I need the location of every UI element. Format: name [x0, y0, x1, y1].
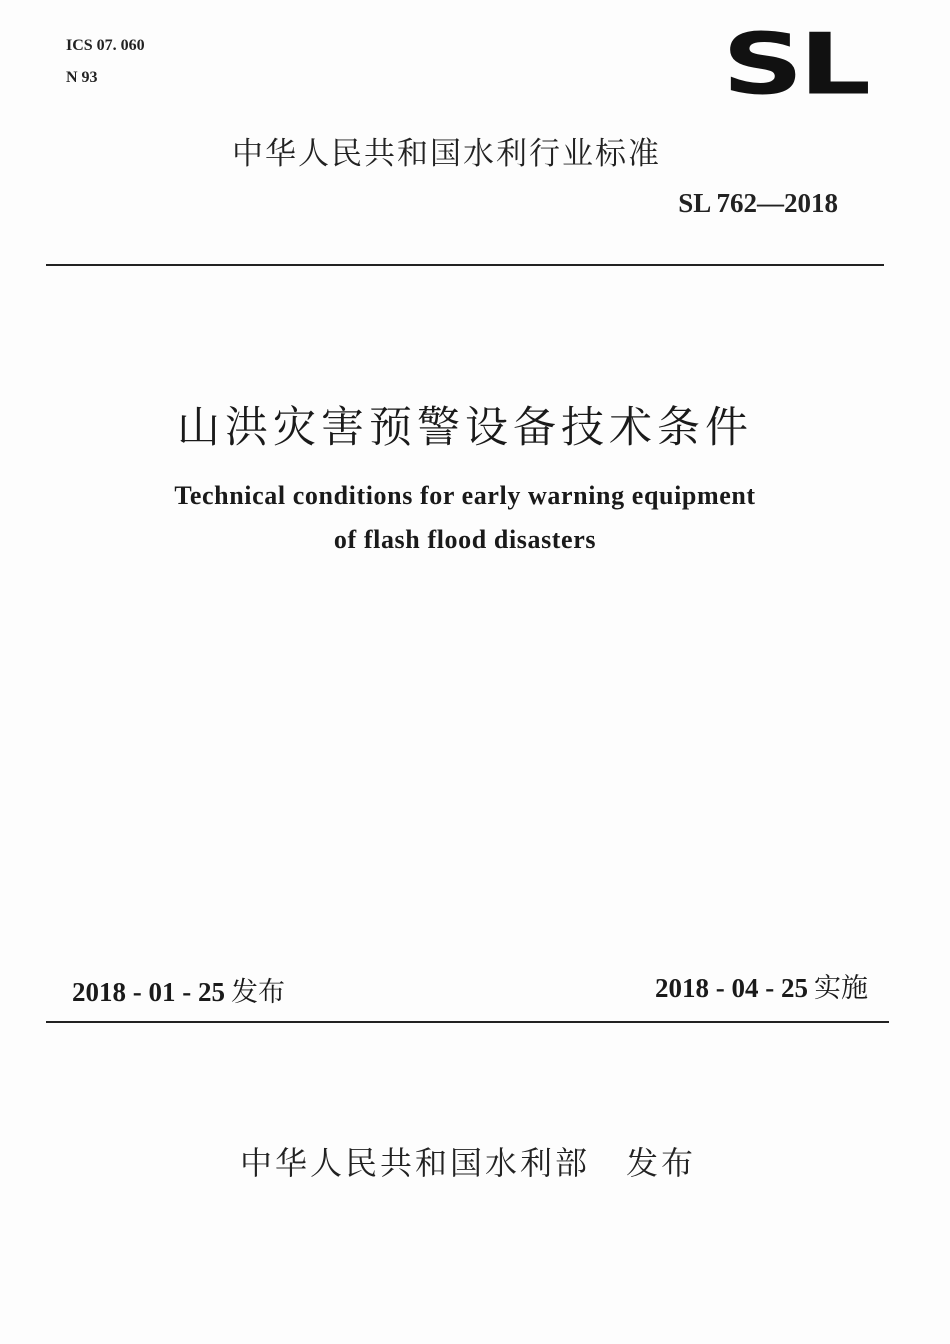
standard-number: SL 762—2018 — [678, 188, 838, 218]
top-divider — [46, 264, 884, 266]
class-code: N 93 — [66, 69, 98, 86]
implement-label: 实施 — [814, 973, 868, 1004]
bottom-divider — [46, 1021, 889, 1023]
implement-date-block — [655, 966, 868, 1005]
publisher-line — [240, 1138, 696, 1184]
title-english-line2: of flash flood disasters — [333, 525, 597, 554]
title-english — [0, 474, 930, 562]
issuer-name: 中华人民共和国水利部 — [240, 1144, 591, 1182]
ics-code: ICS 07. 060 — [66, 37, 145, 54]
issuer-action: 发布 — [626, 1144, 697, 1182]
implement-date: 2018 - 04 - 25 — [655, 973, 808, 1003]
classification-codes — [66, 30, 145, 94]
issue-date: 2018 - 01 - 25 — [72, 977, 225, 1007]
issue-label: 发布 — [230, 977, 285, 1008]
issue-date-block — [72, 970, 285, 1009]
sl-logo: SL — [722, 14, 867, 114]
standard-category: 中华人民共和国水利行业标准 — [232, 136, 661, 172]
title-chinese: 山洪灾害预警设备技术条件 — [177, 403, 753, 453]
title-english-line1: Technical conditions for early warning equipment — [174, 481, 756, 510]
